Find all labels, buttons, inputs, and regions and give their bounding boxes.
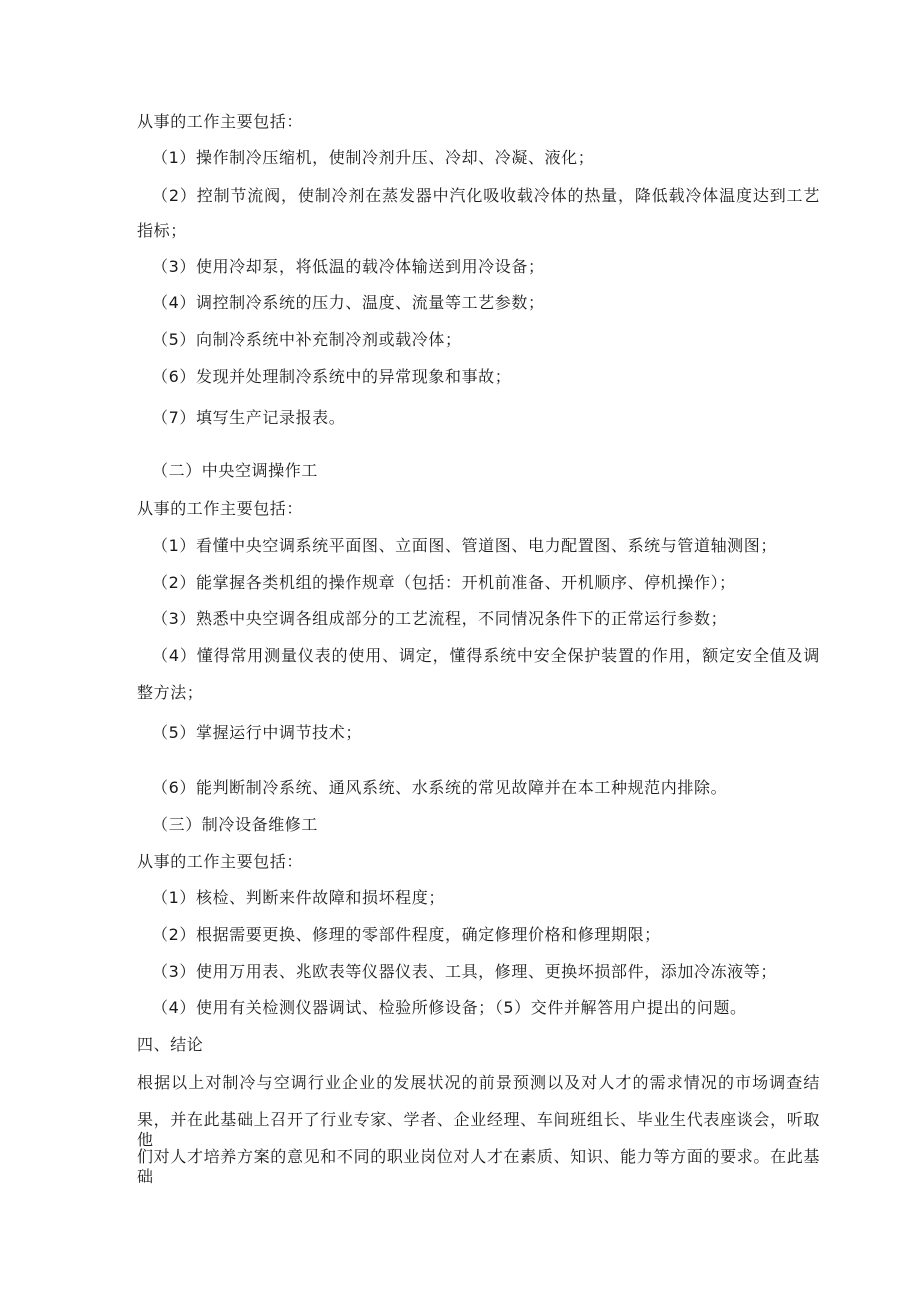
section3-item-1: （1）核检、判断来件故障和损坏程度；	[152, 888, 445, 907]
section1-item-7: （7）填写生产记录报表。	[152, 408, 346, 427]
section4-line-3: 们对人才培养方案的意见和不同的职业岗位对人才在素质、知识、能力等方面的要求。在此基础	[137, 1147, 820, 1186]
section1-item-4: （4）调控制冷系统的压力、温度、流量等工艺参数；	[152, 293, 545, 312]
section2-item-6: （6）能判断制冷系统、通风系统、水系统的常见故障并在本工种规范内排除。	[152, 778, 728, 797]
section3-item-2: （2）根据需要更换、修理的零部件程度，确定修理价格和修理期限；	[152, 925, 661, 944]
section4-heading: 四、结论	[137, 1035, 204, 1054]
section4-line-2: 果，并在此基础上召开了行业专家、学者、企业经理、车间班组长、毕业生代表座谈会，听取他	[137, 1110, 820, 1149]
section1-item-3: （3）使用冷却泵，将低温的载冷体输送到用冷设备；	[152, 257, 545, 276]
section1-item-1: （1）操作制冷压缩机，使制冷剂升压、冷却、冷凝、液化；	[152, 148, 595, 167]
section2-heading: （二）中央空调操作工	[152, 461, 319, 480]
section2-intro: 从事的工作主要包括：	[137, 499, 304, 518]
section3-item-4: （4）使用有关检测仪器调试、检验所修设备；（5）交件并解答用户提出的问题。	[152, 998, 747, 1017]
section3-intro: 从事的工作主要包括：	[137, 852, 304, 871]
section2-item-1: （1）看懂中央空调系统平面图、立面图、管道图、电力配置图、系统与管道轴测图；	[152, 536, 777, 555]
section1-item-5: （5）向制冷系统中补充制冷剂或载冷体；	[152, 330, 462, 349]
section2-item-2: （2）能掌握各类机组的操作规章（包括：开机前准备、开机顺序、停机操作）；	[152, 573, 736, 592]
section1-item-2: （2）控制节流阀，使制冷剂在蒸发器中汽化吸收载冷体的热量，降低载冷体温度达到工艺	[152, 186, 820, 205]
section2-item-5: （5）掌握运行中调节技术；	[152, 723, 362, 742]
section3-item-3: （3）使用万用表、兆欧表等仪器仪表、工具，修理、更换坏损部件，添加冷冻液等；	[152, 962, 777, 981]
section1-item-2-cont: 指标；	[137, 221, 187, 240]
section2-item-3: （3）熟悉中央空调各组成部分的工艺流程，不同情况条件下的正常运行参数；	[152, 609, 728, 628]
section2-item-4-cont: 整方法；	[137, 683, 204, 702]
section1-intro: 从事的工作主要包括：	[137, 112, 304, 131]
section4-line-1: 根据以上对制冷与空调行业企业的发展状况的前景预测以及对人才的需求情况的市场调查结	[137, 1073, 820, 1092]
section2-item-4: （4）懂得常用测量仪表的使用、调定，懂得系统中安全保护装置的作用，额定安全值及调	[152, 646, 820, 665]
section1-item-6: （6）发现并处理制冷系统中的异常现象和事故；	[152, 367, 512, 386]
section3-heading: （三）制冷设备维修工	[152, 815, 319, 834]
